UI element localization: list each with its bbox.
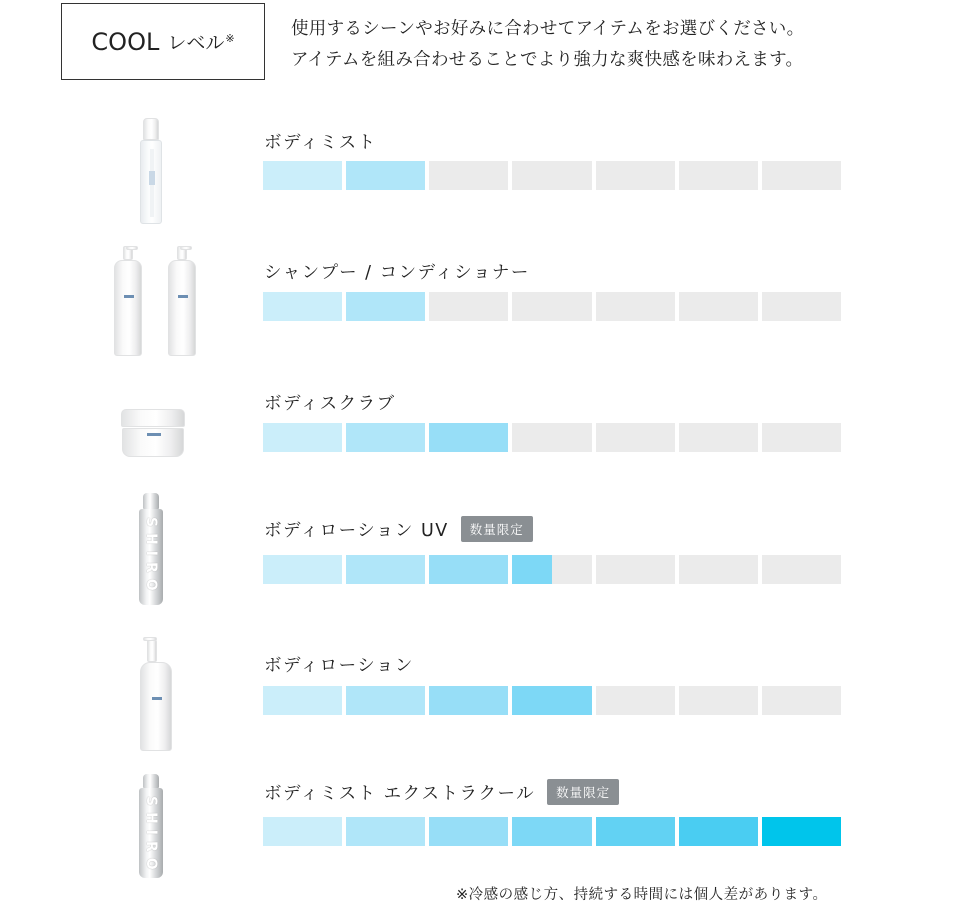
level-segment xyxy=(512,686,591,715)
cool-level-bar xyxy=(263,423,841,452)
product-name-text: シャンプー / コンディショナー xyxy=(264,263,530,283)
level-segment-fill xyxy=(263,555,342,584)
level-segment-fill xyxy=(429,686,508,715)
level-segment xyxy=(429,686,508,715)
product-name xyxy=(264,129,377,154)
product-image-body-mist-extra-cool xyxy=(138,774,164,878)
cool-level-title-box xyxy=(61,3,265,80)
level-segment xyxy=(346,423,425,452)
level-segment xyxy=(762,817,841,846)
product-row-shampoo-conditioner xyxy=(0,240,960,350)
level-segment xyxy=(512,161,591,190)
cool-level-bar xyxy=(263,817,841,846)
level-segment-fill xyxy=(346,817,425,846)
level-segment xyxy=(346,686,425,715)
cool-level-bar xyxy=(263,292,841,321)
level-segment xyxy=(762,555,841,584)
level-segment xyxy=(512,555,591,584)
level-segment xyxy=(263,555,342,584)
level-segment xyxy=(762,161,841,190)
level-segment xyxy=(679,161,758,190)
level-segment xyxy=(346,161,425,190)
level-segment xyxy=(679,686,758,715)
product-image-body-scrub xyxy=(120,407,186,457)
product-image-body-mist xyxy=(136,118,166,224)
level-label xyxy=(167,28,234,55)
level-segment-fill xyxy=(762,817,841,846)
level-segment-fill xyxy=(512,555,552,584)
product-name xyxy=(264,779,619,805)
level-segment-fill xyxy=(346,555,425,584)
limited-quantity-badge: 数量限定 xyxy=(547,779,619,805)
level-segment-fill xyxy=(346,292,425,321)
level-segment xyxy=(429,292,508,321)
level-segment xyxy=(679,817,758,846)
cool-level-bar xyxy=(263,161,841,190)
note-mark: ※ xyxy=(225,31,235,45)
level-segment-fill xyxy=(263,161,342,190)
intro-line-1: 使用するシーンやお好みに合わせてアイテムをお選びください。 xyxy=(291,19,805,39)
level-segment xyxy=(679,555,758,584)
level-segment xyxy=(263,423,342,452)
level-segment xyxy=(762,292,841,321)
level-segment xyxy=(263,686,342,715)
intro-line-2: アイテムを組み合わせることでより強力な爽快感を味わえます。 xyxy=(291,50,804,70)
level-segment-fill xyxy=(679,817,758,846)
level-segment xyxy=(596,817,675,846)
level-segment xyxy=(512,292,591,321)
level-segment xyxy=(596,555,675,584)
level-segment-fill xyxy=(346,161,425,190)
level-segment-fill xyxy=(429,555,508,584)
cool-level-bar xyxy=(263,686,841,715)
level-segment xyxy=(346,292,425,321)
product-row-body-lotion-uv xyxy=(0,493,960,603)
level-segment xyxy=(429,161,508,190)
intro-text xyxy=(291,14,931,76)
product-name-text: ボディスクラブ xyxy=(264,394,396,414)
level-segment-fill xyxy=(429,423,508,452)
level-segment-fill xyxy=(263,292,342,321)
product-name xyxy=(264,516,533,542)
product-row-body-scrub xyxy=(0,371,960,481)
level-segment-fill xyxy=(263,423,342,452)
product-name xyxy=(264,390,396,415)
level-segment xyxy=(596,292,675,321)
level-text: レベル xyxy=(167,32,225,54)
product-image-body-lotion-uv xyxy=(138,493,164,605)
level-segment-fill xyxy=(596,817,675,846)
level-segment xyxy=(263,292,342,321)
level-segment-fill xyxy=(512,817,591,846)
level-segment xyxy=(346,555,425,584)
product-row-body-mist-extra-cool xyxy=(0,768,960,878)
product-name-text: ボディミスト xyxy=(264,133,377,153)
level-segment xyxy=(762,423,841,452)
level-segment xyxy=(429,817,508,846)
product-name-text: ボディローション xyxy=(264,656,414,676)
level-segment-fill xyxy=(346,423,425,452)
brand-logo-text: SHIRO xyxy=(143,796,159,876)
level-segment xyxy=(429,423,508,452)
product-row-body-lotion xyxy=(0,633,960,743)
level-segment xyxy=(596,161,675,190)
cool-level-bar xyxy=(263,555,841,584)
product-name-text: ボディローション UV xyxy=(264,520,449,541)
level-segment xyxy=(762,686,841,715)
level-segment xyxy=(512,817,591,846)
level-segment xyxy=(263,817,342,846)
product-row-body-mist xyxy=(0,110,960,220)
level-segment xyxy=(596,686,675,715)
level-segment-fill xyxy=(512,686,591,715)
level-segment xyxy=(346,817,425,846)
level-segment-fill xyxy=(346,686,425,715)
level-segment-fill xyxy=(263,686,342,715)
product-name xyxy=(264,652,414,677)
level-segment xyxy=(679,292,758,321)
footnote: ※冷感の感じ方、持続する時間には個人差があります。 xyxy=(456,887,828,903)
level-segment xyxy=(429,555,508,584)
brand-logo-text: SHIRO xyxy=(143,517,159,597)
product-image-body-lotion xyxy=(136,637,176,751)
product-name xyxy=(264,259,530,284)
level-segment xyxy=(596,423,675,452)
product-image-shampoo-conditioner xyxy=(110,246,200,356)
level-segment xyxy=(679,423,758,452)
limited-quantity-badge: 数量限定 xyxy=(461,516,533,542)
level-segment-fill xyxy=(429,817,508,846)
level-segment xyxy=(512,423,591,452)
cool-title: COOL xyxy=(91,27,160,56)
level-segment-fill xyxy=(263,817,342,846)
product-name-text: ボディミスト エクストラクール xyxy=(264,783,536,804)
level-segment xyxy=(263,161,342,190)
